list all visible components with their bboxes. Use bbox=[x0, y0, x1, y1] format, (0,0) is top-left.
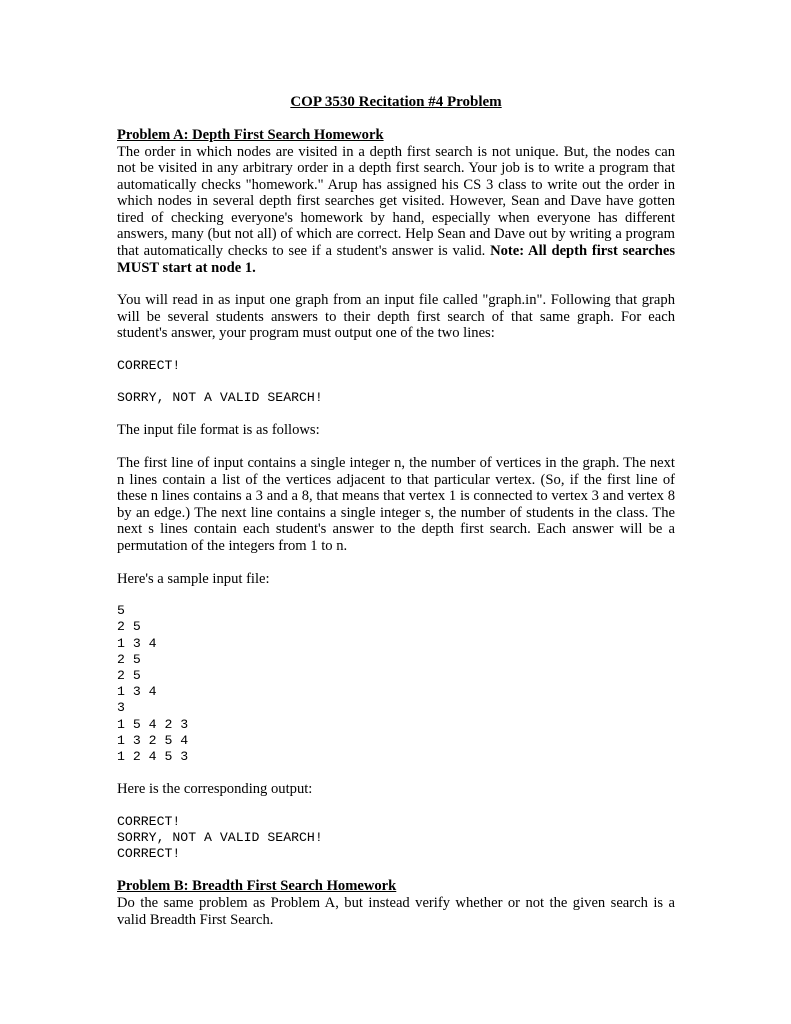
sample-output-line: CORRECT! bbox=[117, 846, 181, 862]
sample-input-line: 5 bbox=[117, 603, 125, 619]
problem-b-heading: Problem B: Breadth First Search Homework bbox=[117, 878, 397, 895]
sample-output-label: Here is the corresponding output: bbox=[117, 781, 313, 798]
sample-output-block bbox=[117, 814, 675, 863]
sample-input-line: 1 2 4 5 3 bbox=[117, 749, 189, 765]
problem-b-text: Do the same problem as Problem A, but instead verify whether or not the given search is a valid Breadth First Search. bbox=[117, 894, 675, 928]
sample-input-block bbox=[117, 603, 675, 765]
document-title: COP 3530 Recitation #4 Problem bbox=[290, 94, 502, 110]
sample-output-line: CORRECT! bbox=[117, 813, 181, 829]
sample-input-label: Here's a sample input file: bbox=[117, 570, 270, 587]
problem-a-heading: Problem A: Depth First Search Homework bbox=[117, 127, 384, 143]
sample-input-line: 1 3 4 bbox=[117, 635, 157, 651]
sample-input-line: 2 5 bbox=[117, 619, 141, 635]
problem-a-intro-text: The order in which nodes are visited in a depth first search is not unique. But, the nodes can not be visited in any arbitrary order in a depth first search. Your job is to write a program that automatically checks "homework." Arup has assigned his CS 3 class to write out the order in which nodes in several depth first searches get visited. However, Sean and Dave have gotten tired of checking everyone's homework by hand, especially when everyone has different answers, many (but not all) of which are correct. Help Sean and Dave out by writing a program that automatically checks to see if a student's answer is valid. bbox=[117, 143, 675, 260]
sample-input-line: 1 5 4 2 3 bbox=[117, 716, 189, 732]
document-page bbox=[117, 94, 675, 928]
sample-input-line: 1 3 2 5 4 bbox=[117, 732, 189, 748]
output-sorry-line: SORRY, NOT A VALID SEARCH! bbox=[117, 390, 323, 406]
sample-input-line: 2 5 bbox=[117, 651, 141, 667]
problem-a-intro bbox=[117, 144, 675, 277]
format-description: The first line of input contains a single integer n, the number of vertices in the graph. The next n lines contain a list of the vertices adjacent to that particular vertex. (So, if the first line of these n lines contains a 3 and a 8, that means that vertex 1 is connected to vertex 3 and vertex 8 by an edge.) The next line contains a single integer s, the number of students in the class. The next s lines contain each student's answer to the depth first search. Each answer will be a permutation of the integers from 1 to n. bbox=[117, 455, 675, 554]
output-correct-line: CORRECT! bbox=[117, 358, 181, 374]
problem-a-note: Note: All depth first searches MUST start at node 1. bbox=[117, 243, 675, 276]
sample-input-line: 1 3 4 bbox=[117, 684, 157, 700]
sample-output-line: SORRY, NOT A VALID SEARCH! bbox=[117, 830, 323, 846]
input-description: You will read in as input one graph from an input file called "graph.in". Following that graph will be several students answers to their depth first search of that same graph. For each student's answer, your program must output one of the two lines: bbox=[117, 292, 675, 342]
format-intro: The input file format is as follows: bbox=[117, 422, 320, 439]
sample-input-line: 2 5 bbox=[117, 668, 141, 683]
sample-input-line: 3 bbox=[117, 700, 125, 716]
